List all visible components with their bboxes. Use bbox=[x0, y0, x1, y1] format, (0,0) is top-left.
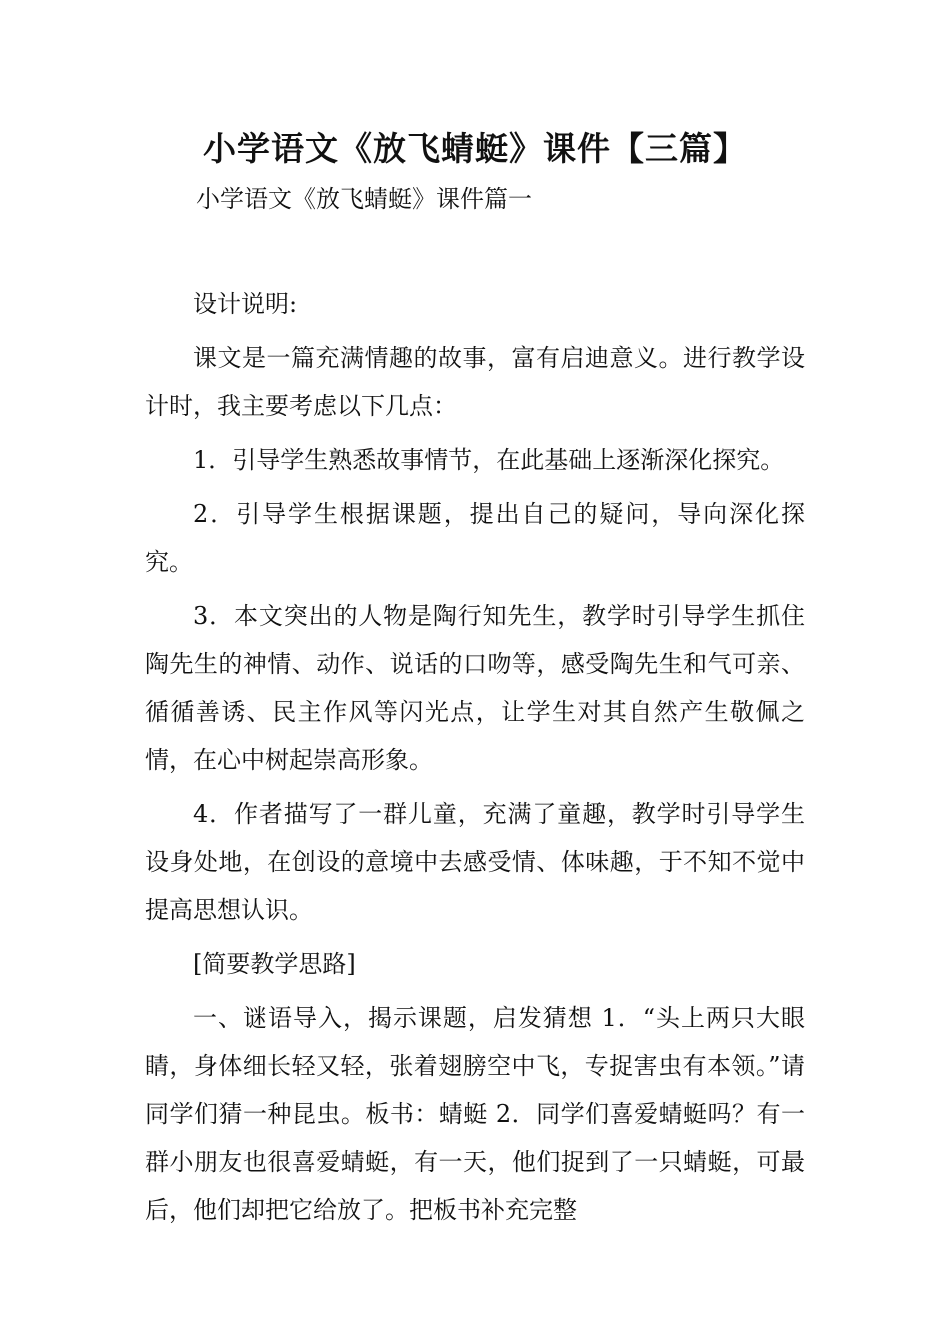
document-subtitle: 小学语文《放飞蜻蜓》课件篇一 bbox=[196, 185, 532, 213]
paragraph-step-1: 一、谜语导入，揭示课题，启发猜想 1．“头上两只大眼睛，身体细长轻又轻，张着翅膀空中飞，专捉害虫有本领。”请同学们猜一种昆虫。板书：蜻蜓 2．同学们喜爱蜻蜓吗？有一群小朋友也很喜爱蜻蜓，有一天，他们捉到了一只蜻蜓，可最后，他们却把它给放了。把板书补充完整 bbox=[145, 1004, 805, 1224]
paragraph-point-2: 2．引导学生根据课题，提出自己的疑问，导向深化探究。 bbox=[145, 500, 805, 576]
paragraph-intro: 课文是一篇充满情趣的故事，富有启迪意义。进行教学设计时，我主要考虑以下几点： bbox=[145, 344, 805, 420]
paragraph-teaching-outline-heading: [简要教学思路] bbox=[193, 950, 356, 978]
paragraph-design-notes-heading: 设计说明: bbox=[193, 290, 298, 318]
document-title: 小学语文《放飞蜻蜓》课件【三篇】 bbox=[203, 129, 747, 168]
paragraph-point-1: 1．引导学生熟悉故事情节，在此基础上逐渐深化探究。 bbox=[193, 446, 785, 474]
document-body bbox=[145, 280, 805, 1240]
paragraph-point-3: 3．本文突出的人物是陶行知先生，教学时引导学生抓住陶先生的神情、动作、说话的口吻等，感受陶先生和气可亲、循循善诱、民主作风等闪光点，让学生对其自然产生敬佩之情，在心中树起崇高形象。 bbox=[145, 602, 805, 774]
paragraph-point-4: 4．作者描写了一群儿童，充满了童趣，教学时引导学生设身处地，在创设的意境中去感受情、体味趣，于不知不觉中提高思想认识。 bbox=[145, 800, 805, 924]
